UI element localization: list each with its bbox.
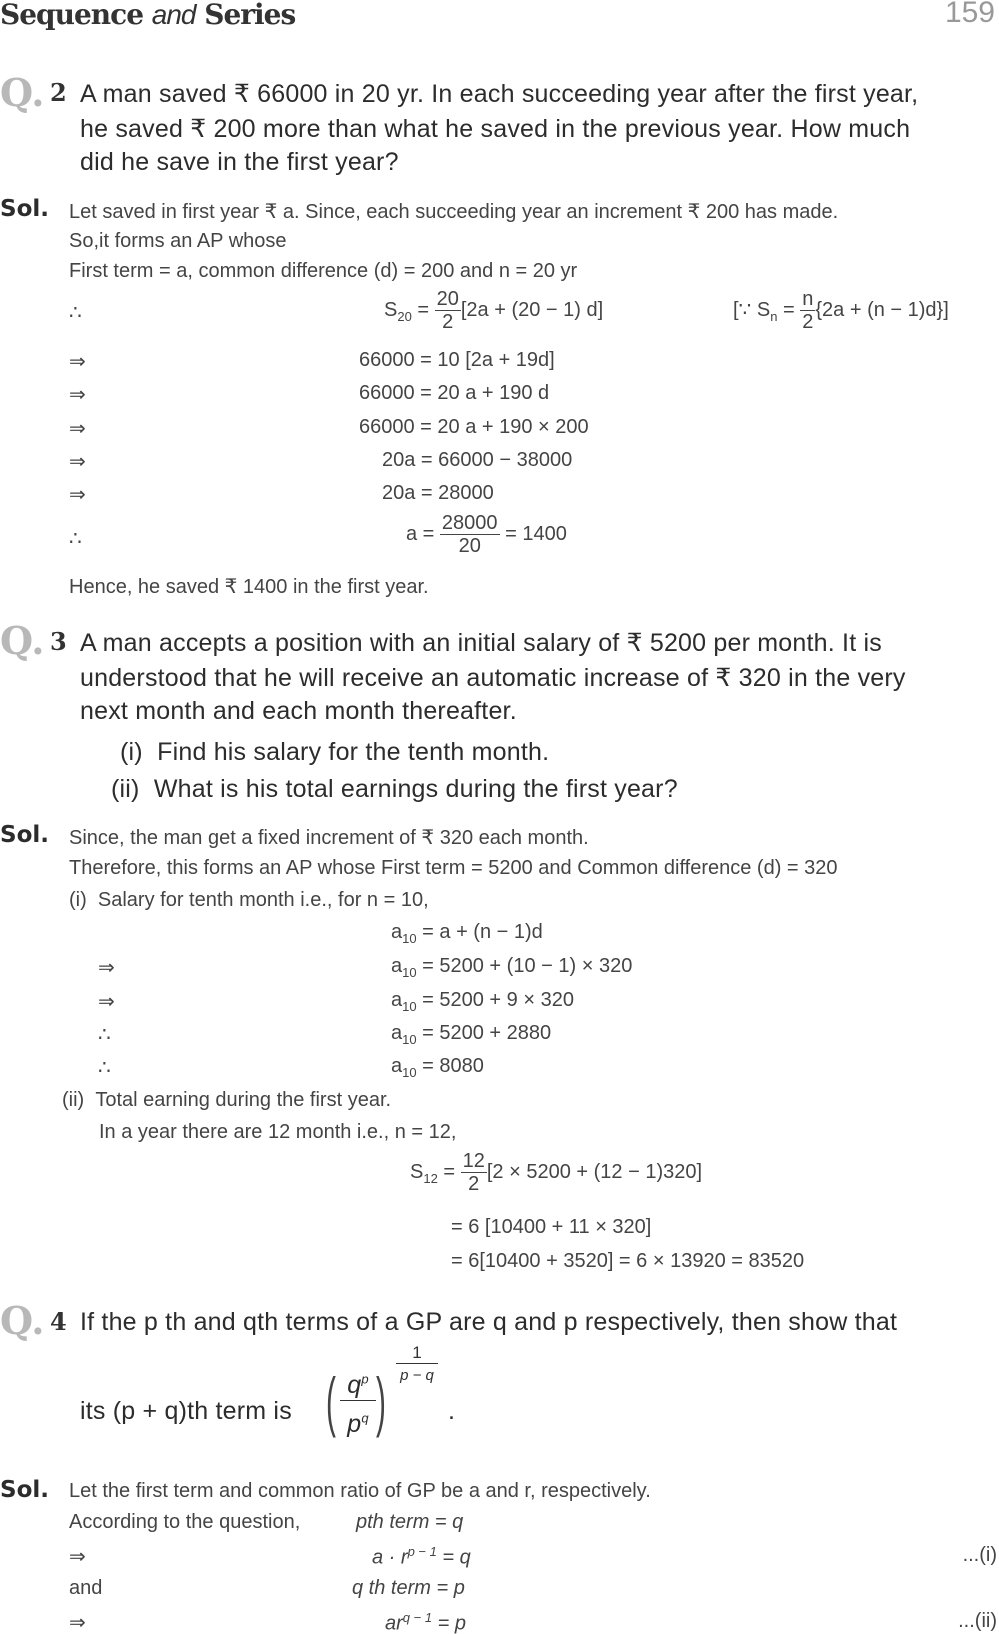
solution-text: (ii) Total earning during the first year. xyxy=(62,1089,392,1111)
open-paren: ( xyxy=(326,1364,336,1438)
period: . xyxy=(448,1397,456,1425)
question-number: 2 xyxy=(50,78,67,107)
equation: $ar^{q - 1} = p$ xyxy=(385,1610,466,1634)
solution-text: Therefore, this forms an AP whose First term = 5200 and Common difference (d) = 320 xyxy=(69,857,838,879)
implies-symbol: ⇒ xyxy=(69,351,86,373)
solution-text: Let the first term and common ratio of GP be a and r, respectively. xyxy=(69,1480,651,1502)
equation: 66000 = 20 a + 190 d xyxy=(359,382,550,404)
solution-label: Sol. xyxy=(0,822,49,848)
page-number: 159 xyxy=(944,0,995,29)
solution-text: and xyxy=(69,1577,103,1599)
therefore-symbol: ∴ xyxy=(69,528,82,550)
equation: $a_{10} = 8080$ xyxy=(391,1055,484,1080)
equation: $a_{10} = 5200 + 9 \times 320$ xyxy=(391,989,574,1014)
equation: = 6[10400 + 3520] = 6 × 13920 = 83520 xyxy=(451,1250,805,1272)
question-part: (i) Find his salary for the tenth month. xyxy=(120,738,550,766)
equation: $S_{20}$ = $\frac{20}{2}$ [2a + (20 − 1) d] xyxy=(384,288,604,333)
therefore-symbol: ∴ xyxy=(98,1024,111,1046)
equation: $a \cdot r^{p - 1} = q$ xyxy=(372,1544,471,1569)
equation: 20a = 28000 xyxy=(382,482,494,504)
equation-tag: ...(ii) xyxy=(958,1610,997,1632)
question-text: A man accepts a position with an initial salary of ₹ 5200 per month. It is xyxy=(80,629,882,657)
power-expression xyxy=(326,1345,456,1455)
solution-text: So,it forms an AP whose xyxy=(69,230,287,252)
equation: = 6 [10400 + 11 × 320] xyxy=(451,1216,652,1238)
implies-symbol: ⇒ xyxy=(69,1546,86,1568)
solution-label: Sol. xyxy=(0,196,49,222)
implies-symbol: ⇒ xyxy=(98,991,115,1013)
equation: $a_{10} = 5200 + 2880$ xyxy=(391,1022,552,1047)
equation: 66000 = 20 a + 190 × 200 xyxy=(359,416,589,438)
implies-symbol: ⇒ xyxy=(69,484,86,506)
equation: 66000 = 10 [2a + 19d] xyxy=(359,349,555,371)
question-marker: Q. xyxy=(0,618,45,663)
close-paren: ) xyxy=(376,1364,386,1438)
equation: $S_{12}$ = $\frac{12}{2}$ [2 × 5200 + (12 − 1)320] xyxy=(410,1150,703,1195)
solution-label: Sol. xyxy=(0,1477,49,1503)
implies-symbol: ⇒ xyxy=(69,418,86,440)
question-text: next month and each month thereafter. xyxy=(80,697,517,725)
solution-text: Let saved in first year ₹ a. Since, each succeeding year an increment ₹ 200 has made. xyxy=(69,201,839,223)
equation: pth term = q xyxy=(356,1511,464,1533)
equation-tag: ...(i) xyxy=(962,1544,997,1566)
chapter-title: Sequence and Series xyxy=(0,0,296,31)
implies-symbol: ⇒ xyxy=(69,384,86,406)
question-number: 4 xyxy=(50,1307,67,1336)
solution-text: First term = a, common difference (d) = 200 and n = 20 yr xyxy=(69,260,578,282)
solution-text: In a year there are 12 month i.e., n = 12, xyxy=(99,1121,457,1143)
implies-symbol: ⇒ xyxy=(69,1612,86,1634)
therefore-symbol: ∴ xyxy=(69,302,82,324)
equation: $a_{10} = 5200 + (10 - 1) \times 320$ xyxy=(391,955,633,980)
question-text: did he save in the first year? xyxy=(80,148,399,176)
question-marker: Q. xyxy=(0,1298,45,1343)
implies-symbol: ⇒ xyxy=(98,957,115,979)
question-text: its (p + q)th term is xyxy=(80,1397,292,1425)
equation: $a_{10} = a + (n - 1)d$ xyxy=(391,921,543,946)
formula-reference: [∵ $S_n$ = $\frac{n}{2}$ {2a + (n − 1)d}] xyxy=(733,288,949,333)
question-number: 3 xyxy=(50,627,67,656)
question-text: A man saved ₹ 66000 in 20 yr. In each succeeding year after the first year, xyxy=(80,80,919,108)
question-marker: Q. xyxy=(0,70,45,115)
exponent-numerator: 1 xyxy=(396,1343,438,1364)
question-text: understood that he will receive an automatic increase of ₹ 320 in the very xyxy=(80,664,906,692)
solution-text: Since, the man get a fixed increment of ₹ 320 each month. xyxy=(69,827,589,849)
solution-text: According to the question, xyxy=(69,1511,301,1533)
equation: q th term = p xyxy=(352,1577,465,1599)
question-text: he saved ₹ 200 more than what he saved in the previous year. How much xyxy=(80,115,911,143)
equation: 20a = 66000 − 38000 xyxy=(382,449,573,471)
solution-text: (i) Salary for tenth month i.e., for n = 10, xyxy=(69,889,429,911)
base-numerator: $q^p$ xyxy=(340,1371,376,1401)
exponent-denominator: p − q xyxy=(400,1367,434,1384)
conclusion: Hence, he saved ₹ 1400 in the first year. xyxy=(69,576,429,598)
implies-symbol: ⇒ xyxy=(69,451,86,473)
base-denominator: $p^q$ xyxy=(347,1410,369,1438)
equation: a = $\frac{28000}{20}$ = 1400 xyxy=(406,512,567,557)
therefore-symbol: ∴ xyxy=(98,1057,111,1079)
question-text: If the p th and qth terms of a GP are q and p respectively, then show that xyxy=(80,1308,898,1336)
question-part: (ii) What is his total earnings during the first year? xyxy=(111,775,678,803)
